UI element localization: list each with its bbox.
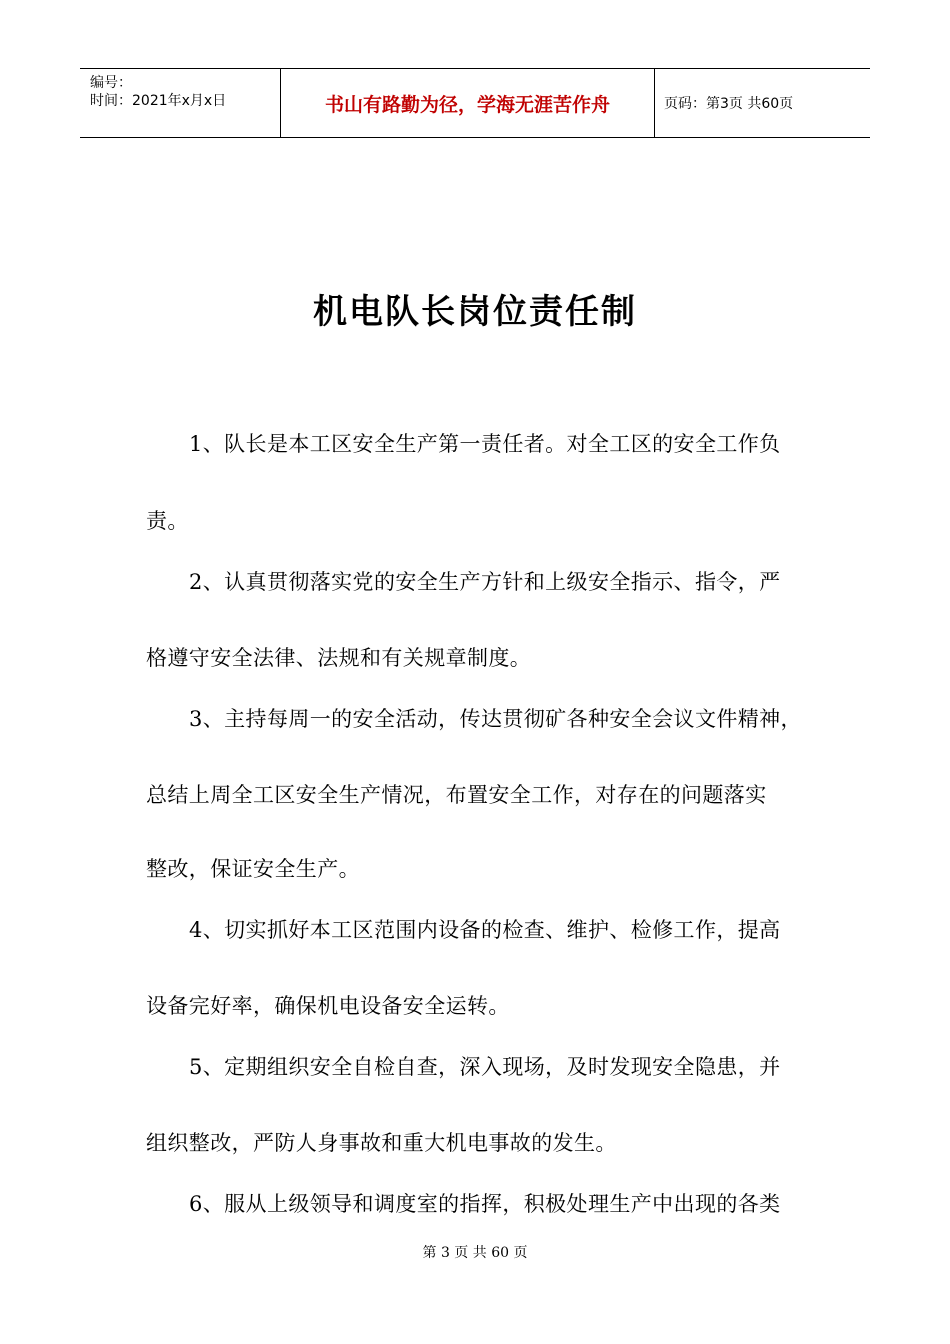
header-meta-cell — [80, 69, 280, 137]
body-line: 总结上周全工区安全生产情况，布置安全工作，对存在的问题落实 — [146, 783, 767, 807]
page-footer: 第 3 页 共 60 页 — [422, 1245, 528, 1261]
page-header — [80, 68, 870, 138]
body-line: 2、认真贯彻落实党的安全生产方针和上级安全指示、指令，严 — [189, 570, 781, 594]
body-line: 责。 — [146, 509, 189, 533]
document-title: 机电队长岗位责任制 — [313, 292, 637, 332]
header-page-cell — [654, 69, 870, 137]
document-number-label: 编号： — [90, 75, 132, 91]
header-motto-cell — [280, 69, 655, 137]
body-line: 6、服从上级领导和调度室的指挥，积极处理生产中出现的各类 — [189, 1192, 781, 1216]
body-line: 格遵守安全法律、法规和有关规章制度。 — [146, 646, 532, 670]
body-line: 设备完好率，确保机电设备安全运转。 — [146, 994, 510, 1018]
body-line: 4、切实抓好本工区范围内设备的检查、维护、检修工作，提高 — [189, 918, 781, 942]
document-time-label: 时间：2021年x月x日 — [90, 93, 227, 109]
body-line: 1、队长是本工区安全生产第一责任者。对全工区的安全工作负 — [189, 432, 781, 456]
body-line: 5、定期组织安全自检自查，深入现场，及时发现安全隐患，并 — [189, 1055, 781, 1079]
body-line: 整改，保证安全生产。 — [146, 857, 360, 881]
header-page-info: 页码：第3页 共60页 — [664, 96, 794, 112]
body-line: 组织整改，严防人身事故和重大机电事故的发生。 — [146, 1131, 617, 1155]
header-motto: 书山有路勤为径，学海无涯苦作舟 — [324, 94, 610, 116]
body-line: 3、主持每周一的安全活动，传达贯彻矿各种安全会议文件精神， — [189, 707, 802, 731]
